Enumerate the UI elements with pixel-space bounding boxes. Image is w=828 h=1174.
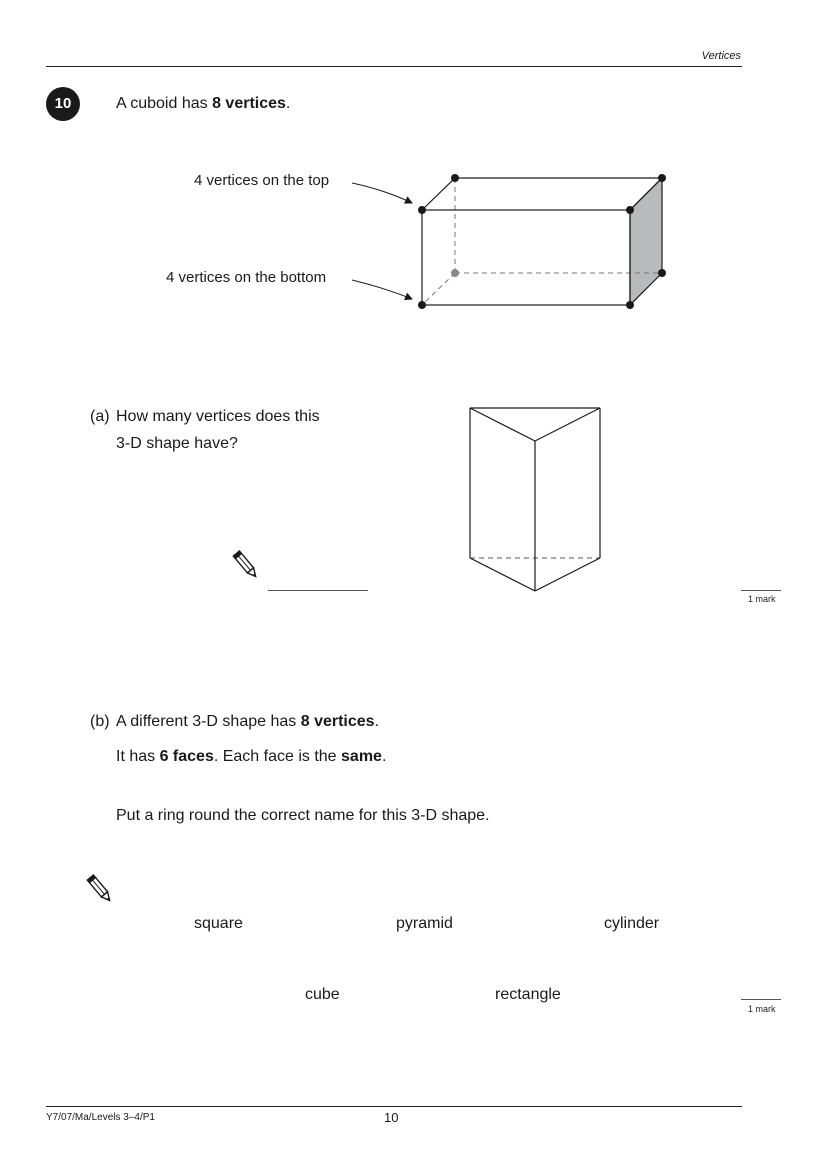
page-number: 10 xyxy=(384,1110,399,1125)
mark-line-b xyxy=(741,999,781,1000)
option-rectangle[interactable]: rectangle xyxy=(495,986,561,1003)
mark-label-b: 1 mark xyxy=(748,1004,776,1014)
part-b-instruction: Put a ring round the correct name for this 3-D shape. xyxy=(116,807,490,824)
part-b-line1: A different 3-D shape has 8 vertices. xyxy=(116,713,380,730)
part-b-letter: (b) xyxy=(90,713,110,730)
footer-code: Y7/07/Ma/Levels 3–4/P1 xyxy=(46,1112,155,1123)
footer-rule xyxy=(46,1106,742,1107)
option-square[interactable]: square xyxy=(194,915,243,932)
section-title: Vertices xyxy=(701,50,741,62)
mark-line-a xyxy=(741,590,781,591)
pencil-icon xyxy=(232,548,260,582)
part-a-question-line1: How many vertices does this xyxy=(116,408,320,425)
option-pyramid[interactable]: pyramid xyxy=(396,915,453,932)
question-intro: A cuboid has 8 vertices. xyxy=(116,95,291,112)
option-cylinder[interactable]: cylinder xyxy=(604,915,660,932)
label-bottom-vertices: 4 vertices on the bottom xyxy=(166,269,327,286)
part-a-question-line2: 3-D shape have? xyxy=(116,435,238,452)
question-number-badge: 10 xyxy=(46,87,80,121)
part-a-letter: (a) xyxy=(90,408,110,425)
mark-label-a: 1 mark xyxy=(748,594,776,604)
pencil-icon xyxy=(86,872,114,906)
part-a-answer-field[interactable] xyxy=(268,572,368,591)
option-cube[interactable]: cube xyxy=(305,986,340,1003)
part-b-line2: It has 6 faces. Each face is the same. xyxy=(116,748,387,765)
label-top-vertices: 4 vertices on the top xyxy=(194,172,330,189)
